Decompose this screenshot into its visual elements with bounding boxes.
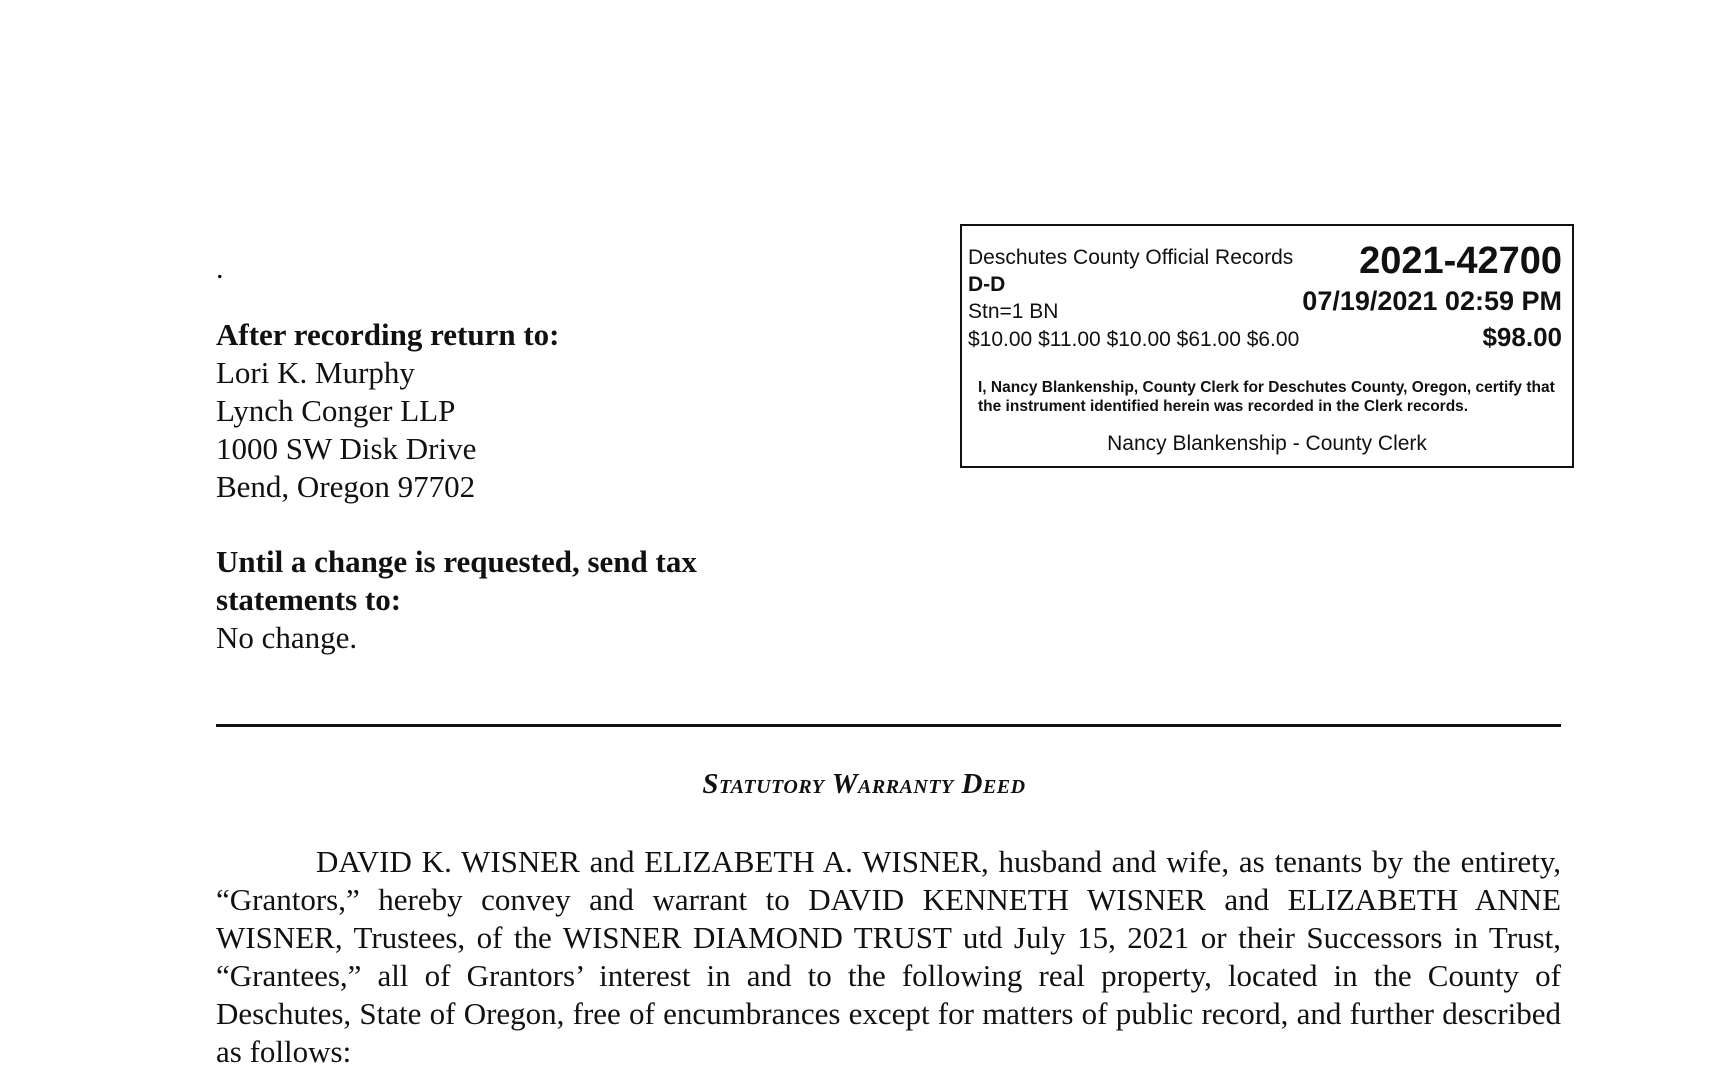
tax-statement-heading: Until a change is requested, send tax statements to:: [216, 544, 697, 617]
tax-statement-value: No change.: [216, 620, 358, 655]
clerk-certification: I, Nancy Blankenship, County Clerk for Deschutes County, Oregon, certify that the instrument identified herein was recorded in the Clerk records.: [978, 379, 1555, 415]
return-address-line: Lynch Conger LLP: [216, 393, 456, 428]
return-address-line: 1000 SW Disk Drive: [216, 431, 477, 466]
clerk-name: Nancy Blankenship - County Clerk: [1107, 432, 1427, 455]
fee-total: $98.00: [1482, 322, 1562, 352]
document-type: D-D: [968, 273, 1006, 296]
return-address-heading: After recording return to:: [216, 317, 560, 352]
section-divider: [216, 724, 1561, 727]
deed-title: Statutory Warranty Deed: [702, 768, 1026, 800]
return-address-line: Bend, Oregon 97702: [216, 469, 476, 504]
station-code: Stn=1 BN: [968, 300, 1059, 323]
return-address-block: [216, 316, 559, 506]
document-number: 2021-42700: [1359, 240, 1562, 282]
stray-mark: .: [216, 252, 224, 285]
tax-statement-block: [216, 543, 776, 657]
return-address-line: Lori K. Murphy: [216, 355, 415, 390]
recorded-timestamp: 07/19/2021 02:59 PM: [1302, 286, 1562, 316]
deed-body-paragraph: DAVID K. WISNER and ELIZABETH A. WISNER, husband and wife, as tenants by the entirety, “Grantors,” hereby convey and warrant to DAVID KENNETH WISNER and ELIZABETH ANNE WISNER, Trustees, of the WISNER DIAMOND TRUST utd July 15, 2021 or their Successors in Trust, “Grantees,” all of Grantors’ interest in and to the following real property, located in the County of Deschutes, State of Oregon, free of encumbrances except for matters of public record, and further described as follows:: [216, 844, 1561, 1069]
recording-office: Deschutes County Official Records: [968, 246, 1294, 269]
recording-stamp: [960, 224, 1574, 468]
fee-breakdown: $10.00 $11.00 $10.00 $61.00 $6.00: [968, 328, 1300, 351]
